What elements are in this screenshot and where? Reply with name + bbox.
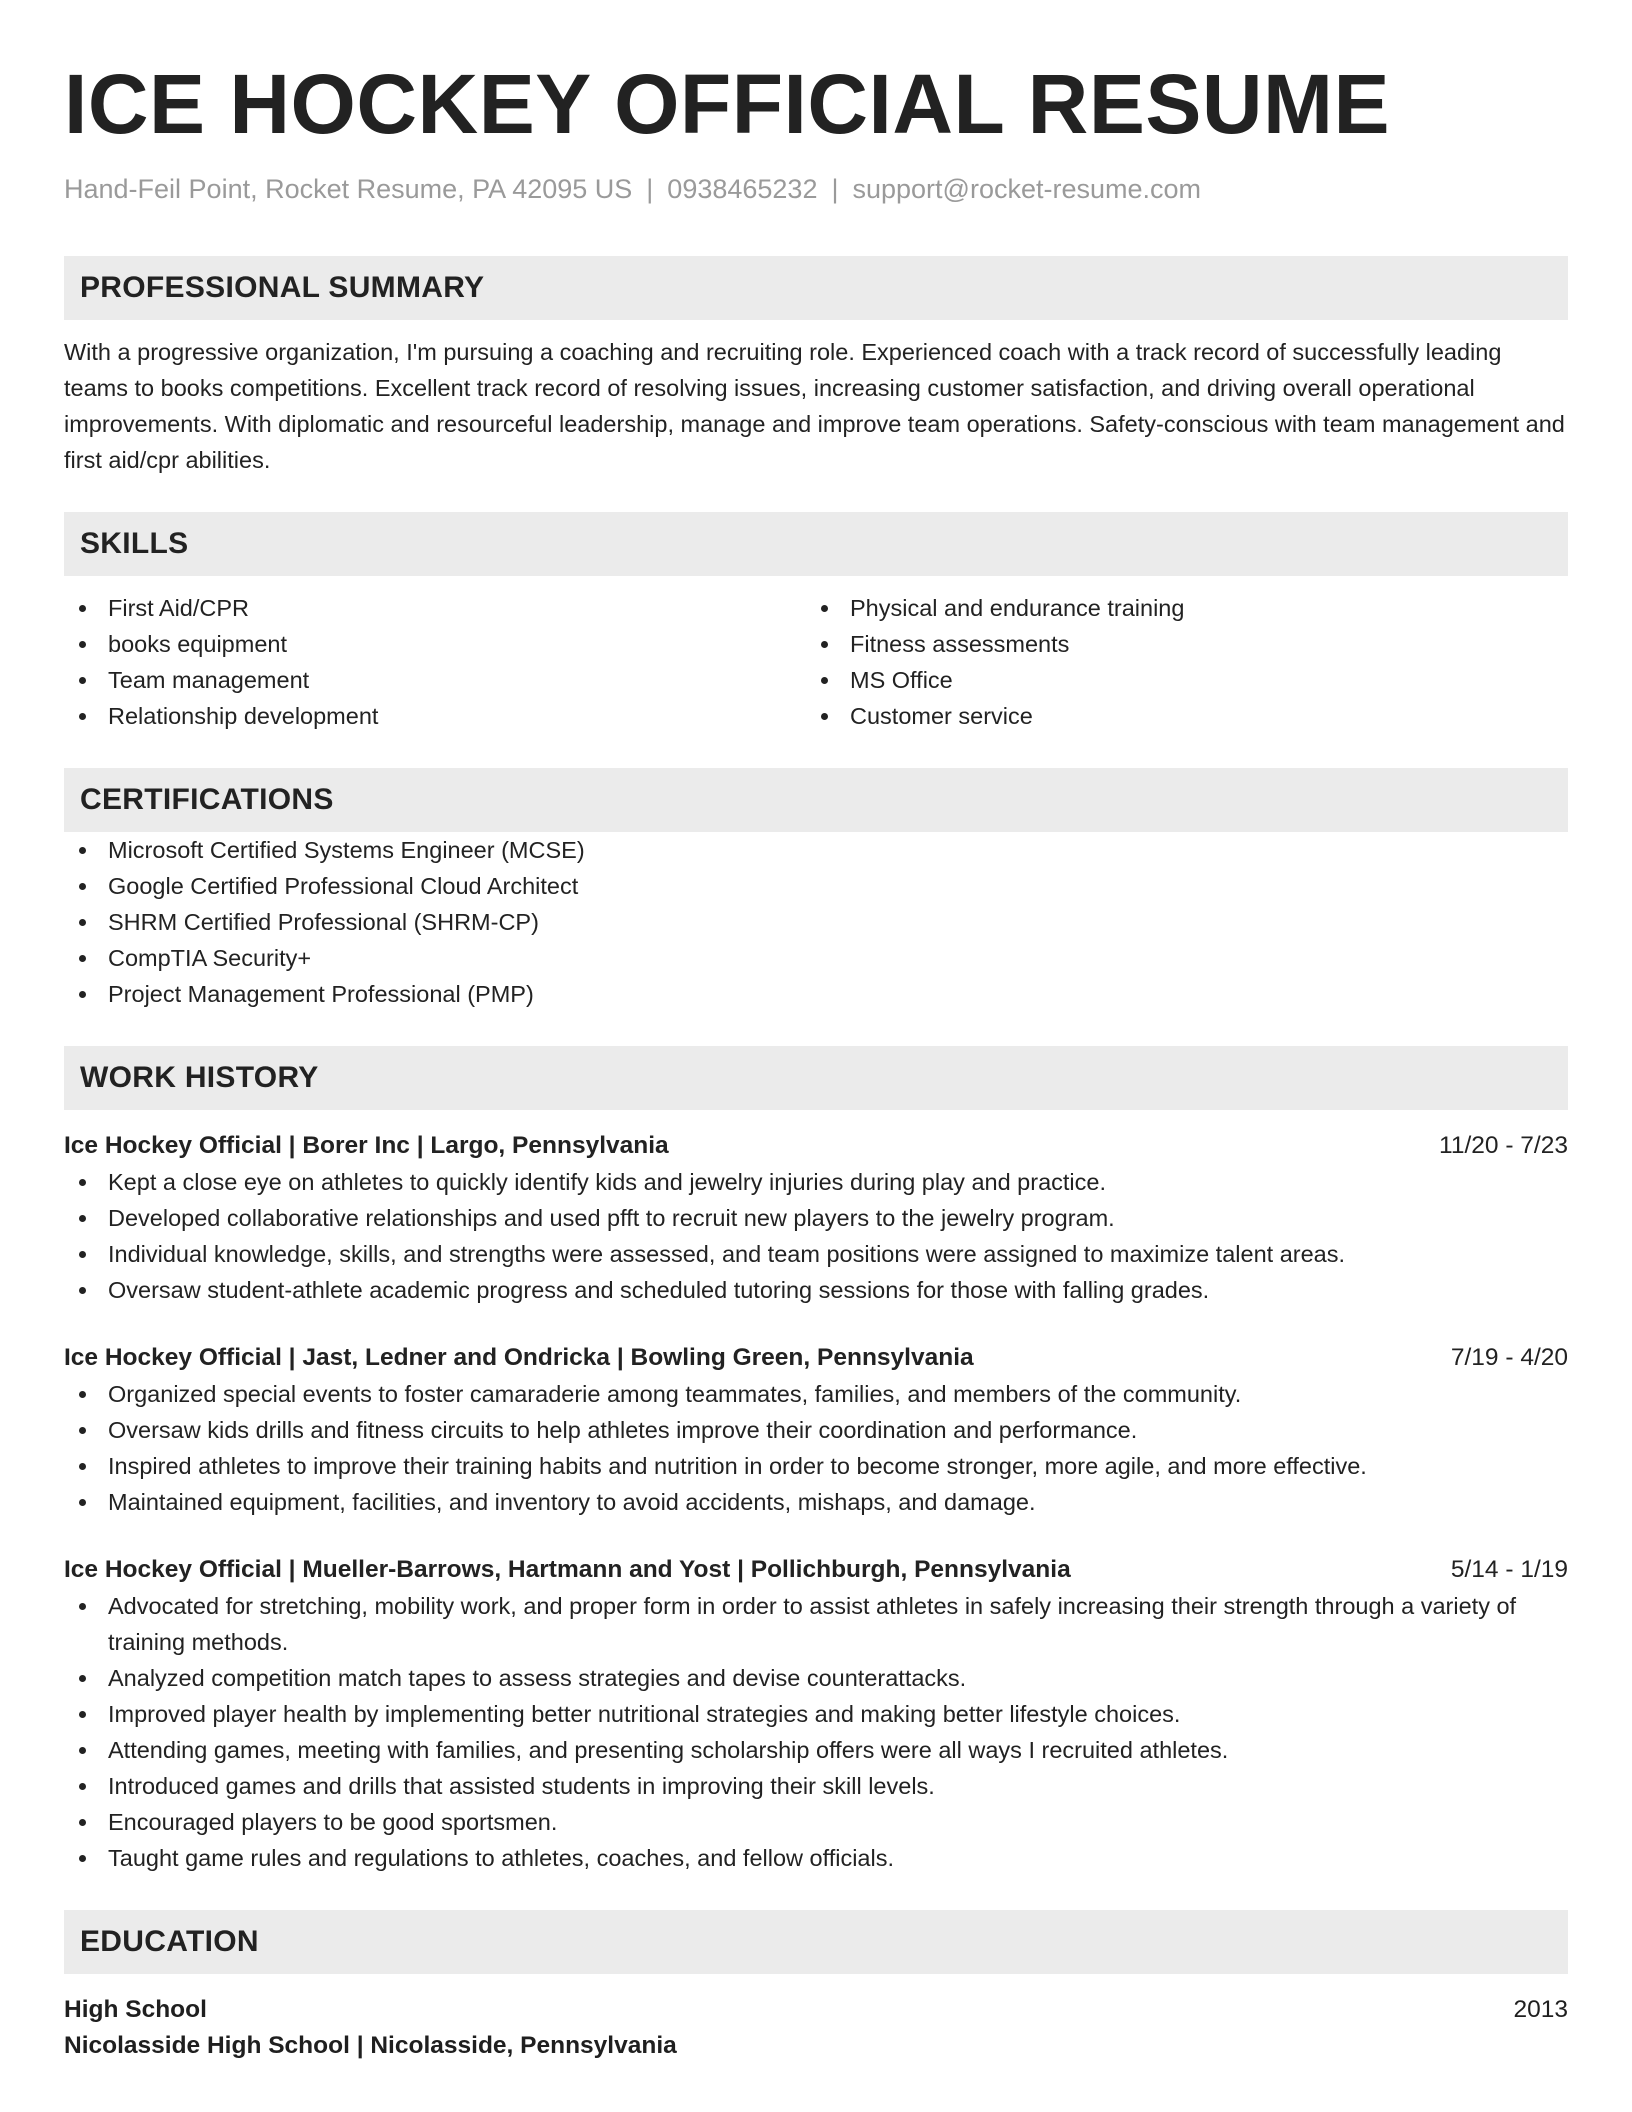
job-dates: 11/20 - 7/23 — [1439, 1132, 1568, 1159]
summary-section — [64, 256, 1568, 478]
bullet-icon — [79, 1251, 86, 1258]
work-history-heading: WORK HISTORY — [64, 1046, 1568, 1110]
bullet-icon — [79, 883, 86, 890]
skill-item: Team management — [64, 662, 806, 698]
job-entry — [64, 1552, 1568, 1876]
job-header — [64, 1552, 1568, 1588]
skill-item: Relationship development — [64, 698, 806, 734]
bullet-icon — [821, 713, 828, 720]
bullet-icon — [79, 1463, 86, 1470]
job-bullet: Kept a close eye on athletes to quickly identify kids and jewelry injuries during play and practice. — [64, 1164, 1568, 1200]
certifications-section — [64, 768, 1568, 1012]
summary-text: With a progressive organization, I'm pursuing a coaching and recruiting role. Experienced coach with a track record of successfully leading teams to books competitions. Excellent track record of resolving issues, increasing customer satisfaction, and driving overall operational improvements. With diplomatic and resourceful leadership, manage and improve team operations. Safety-conscious with team management and first aid/cpr abilities. — [64, 339, 1565, 473]
bullet-icon — [79, 955, 86, 962]
resume-page — [64, 50, 1568, 2064]
job-bullet: Advocated for stretching, mobility work, and proper form in order to assist athletes in safely increasing their strength through a variety of training methods. — [64, 1588, 1568, 1660]
education-school: Nicolasside High School | Nicolasside, Pennsylvania — [64, 2032, 677, 2059]
job-bullet: Improved player health by implementing better nutritional strategies and making better lifestyle choices. — [64, 1696, 1568, 1732]
bullet-icon — [79, 919, 86, 926]
job-title: Ice Hockey Official | Borer Inc | Largo, Pennsylvania — [64, 1132, 669, 1159]
bullet-icon — [79, 1391, 86, 1398]
bullet-icon — [79, 1179, 86, 1186]
bullet-icon — [79, 847, 86, 854]
job-bullet: Inspired athletes to improve their training habits and nutrition in order to become stronger, more agile, and more effective. — [64, 1448, 1568, 1484]
job-dates: 7/19 - 4/20 — [1450, 1344, 1568, 1371]
bullet-icon — [79, 1747, 86, 1754]
job-header — [64, 1128, 1568, 1164]
job-bullet: Developed collaborative relationships and used pfft to recruit new players to the jewelry program. — [64, 1200, 1568, 1236]
contact-separator: | — [646, 174, 654, 204]
bullet-icon — [79, 605, 86, 612]
education-year: 2013 — [1513, 1996, 1568, 2023]
skills-column-right — [806, 590, 1548, 734]
bullet-icon — [79, 1675, 86, 1682]
job-title: Ice Hockey Official | Jast, Ledner and Ondricka | Bowling Green, Pennsylvania — [64, 1344, 974, 1371]
job-bullet: Encouraged players to be good sportsmen. — [64, 1804, 1568, 1840]
certification-item: Project Management Professional (PMP) — [64, 976, 1568, 1012]
job-bullet: Analyzed competition match tapes to assess strategies and devise counterattacks. — [64, 1660, 1568, 1696]
bullet-icon — [821, 605, 828, 612]
bullet-icon — [79, 1427, 86, 1434]
job-header — [64, 1340, 1568, 1376]
certification-item: Google Certified Professional Cloud Architect — [64, 868, 1568, 904]
job-bullets — [64, 1376, 1568, 1520]
contact-phone: 0938465232 — [667, 174, 818, 204]
bullet-icon — [79, 1603, 86, 1610]
bullet-icon — [821, 641, 828, 648]
job-bullet: Oversaw student-athlete academic progress and scheduled tutoring sessions for those with falling grades. — [64, 1272, 1568, 1308]
skills-heading: SKILLS — [64, 512, 1568, 576]
skill-item: Fitness assessments — [806, 626, 1548, 662]
contact-email: support@rocket-resume.com — [852, 174, 1202, 204]
bullet-icon — [79, 1711, 86, 1718]
education-row — [64, 1992, 1568, 2028]
job-bullets — [64, 1588, 1568, 1876]
resume-title: ICE HOCKEY OFFICIAL RESUME — [64, 57, 1391, 151]
contact-line — [64, 172, 1568, 206]
bullet-icon — [79, 1819, 86, 1826]
skill-item: First Aid/CPR — [64, 590, 806, 626]
job-bullet: Taught game rules and regulations to athletes, coaches, and fellow officials. — [64, 1840, 1568, 1876]
skill-item: books equipment — [64, 626, 806, 662]
certification-item: CompTIA Security+ — [64, 940, 1568, 976]
certification-item: SHRM Certified Professional (SHRM-CP) — [64, 904, 1568, 940]
bullet-icon — [79, 1855, 86, 1862]
skills-section — [64, 512, 1568, 734]
skills-grid — [64, 590, 1568, 734]
certifications-heading: CERTIFICATIONS — [64, 768, 1568, 832]
skill-item: Customer service — [806, 698, 1548, 734]
contact-separator: | — [831, 174, 839, 204]
work-history-section — [64, 1046, 1568, 1876]
job-bullet: Oversaw kids drills and fitness circuits to help athletes improve their coordination and performance. — [64, 1412, 1568, 1448]
education-degree: High School — [64, 1996, 207, 2023]
education-heading: EDUCATION — [64, 1910, 1568, 1974]
bullet-icon — [79, 641, 86, 648]
job-bullet: Individual knowledge, skills, and strengths were assessed, and team positions were assigned to maximize talent areas. — [64, 1236, 1568, 1272]
bullet-icon — [79, 1215, 86, 1222]
bullet-icon — [79, 1783, 86, 1790]
job-bullet: Organized special events to foster camaraderie among teammates, families, and members of the community. — [64, 1376, 1568, 1412]
summary-heading: PROFESSIONAL SUMMARY — [64, 256, 1568, 320]
bullet-icon — [79, 713, 86, 720]
job-bullet: Introduced games and drills that assisted students in improving their skill levels. — [64, 1768, 1568, 1804]
bullet-icon — [79, 677, 86, 684]
job-bullets — [64, 1164, 1568, 1308]
certifications-list — [64, 832, 1568, 1012]
bullet-icon — [821, 677, 828, 684]
certification-item: Microsoft Certified Systems Engineer (MCSE) — [64, 832, 1568, 868]
job-entry — [64, 1128, 1568, 1308]
education-section — [64, 1910, 1568, 2064]
skill-item: Physical and endurance training — [806, 590, 1548, 626]
job-bullet: Attending games, meeting with families, and presenting scholarship offers were all ways I recruited athletes. — [64, 1732, 1568, 1768]
skill-item: MS Office — [806, 662, 1548, 698]
job-title: Ice Hockey Official | Mueller-Barrows, Hartmann and Yost | Pollichburgh, Pennsylvania — [64, 1556, 1071, 1583]
bullet-icon — [79, 991, 86, 998]
job-entry — [64, 1340, 1568, 1520]
bullet-icon — [79, 1499, 86, 1506]
contact-address: Hand-Feil Point, Rocket Resume, PA 42095 US — [64, 174, 633, 204]
job-bullet: Maintained equipment, facilities, and inventory to avoid accidents, mishaps, and damage. — [64, 1484, 1568, 1520]
skills-column-left — [64, 590, 806, 734]
job-dates: 5/14 - 1/19 — [1450, 1556, 1568, 1583]
bullet-icon — [79, 1287, 86, 1294]
